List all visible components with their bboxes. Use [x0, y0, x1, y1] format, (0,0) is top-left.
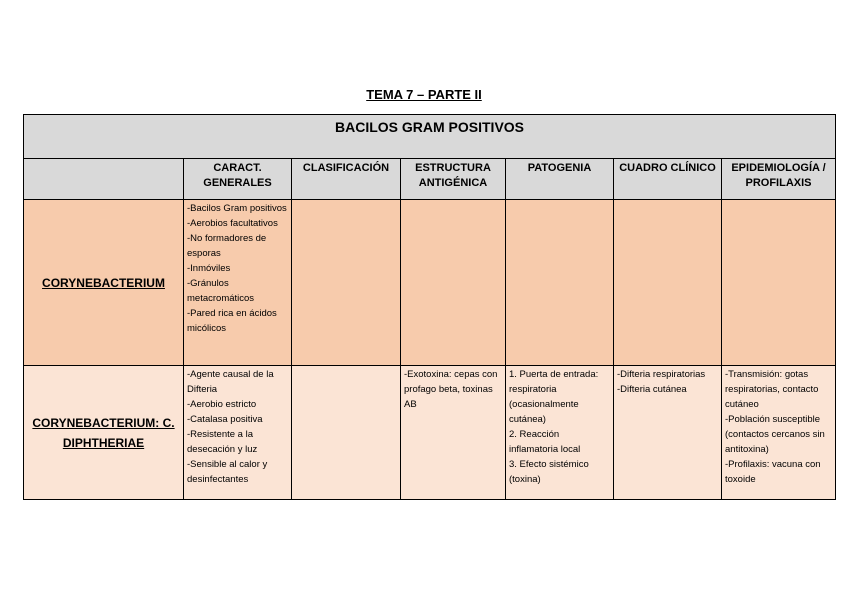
table-row	[24, 200, 836, 366]
row-label: CORYNEBACTERIUM: C. DIPHTHERIAE	[24, 366, 184, 500]
cell-estructura	[401, 366, 506, 500]
cell-clasificacion	[292, 200, 401, 366]
cell-cuadro	[614, 366, 722, 500]
cell-line: -Población susceptible (contactos cercanos sin antitoxina)	[725, 414, 825, 455]
bacilos-table	[23, 114, 836, 500]
cell-patogenia	[506, 366, 614, 500]
cell-line: -Resistente a la desecación y luz	[187, 429, 258, 455]
cell-line: -Aerobio estricto	[187, 399, 257, 410]
header-clasificacion: CLASIFICACIÓN	[302, 162, 390, 174]
header-row	[24, 159, 836, 200]
cell-line: -No formadores de esporas	[187, 233, 267, 259]
row-label: CORYNEBACTERIUM	[24, 200, 184, 366]
cell-caract	[184, 200, 292, 366]
table-row	[24, 366, 836, 500]
cell-line: -Difteria respiratorias	[617, 369, 706, 380]
header-patogenia: PATOGENIA	[527, 162, 592, 174]
cell-epidemiologia	[722, 200, 836, 366]
header-cuadro: CUADRO CLÍNICO	[619, 162, 716, 174]
cell-line: -Sensible al calor y desinfectantes	[187, 459, 268, 485]
cell-line: -Difteria cutánea	[617, 384, 687, 395]
cell-line: -Transmisión: gotas respiratorias, contacto cutáneo	[725, 369, 819, 410]
cell-line: 3. Efecto sistémico (toxina)	[509, 459, 589, 485]
cell-line: -Agente causal de la Difteria	[187, 369, 274, 395]
table-banner: BACILOS GRAM POSITIVOS	[24, 115, 836, 159]
cell-line: 2. Reacción inflamatoria local	[509, 429, 581, 455]
header-epidemiologia: EPIDEMIOLOGÍA / PROFILAXIS	[731, 162, 826, 189]
cell-epidemiologia	[722, 366, 836, 500]
document-title: TEMA 7 – PARTE II	[366, 87, 482, 102]
header-estructura: ESTRUCTURA ANTIGÉNICA	[415, 162, 491, 189]
header-caract: CARACT. GENERALES	[203, 162, 272, 189]
cell-estructura	[401, 200, 506, 366]
cell-line: -Profilaxis: vacuna con toxoide	[725, 459, 821, 485]
cell-line: -Bacilos Gram positivos	[187, 203, 287, 214]
cell-line: 1. Puerta de entrada: respiratoria (ocasionalmente cutánea)	[509, 369, 599, 425]
cell-line: -Exotoxina: cepas con profago beta, toxinas AB	[404, 369, 498, 410]
cell-line: -Aerobios facultativos	[187, 218, 278, 229]
cell-line: -Catalasa positiva	[187, 414, 263, 425]
cell-line: -Inmóviles	[187, 263, 231, 274]
cell-caract	[184, 366, 292, 500]
cell-cuadro	[614, 200, 722, 366]
cell-line: -Gránulos metacromáticos	[187, 278, 255, 304]
cell-line: -Pared rica en ácidos micólicos	[187, 308, 277, 334]
cell-clasificacion	[292, 366, 401, 500]
cell-patogenia	[506, 200, 614, 366]
header-empty	[24, 159, 184, 200]
